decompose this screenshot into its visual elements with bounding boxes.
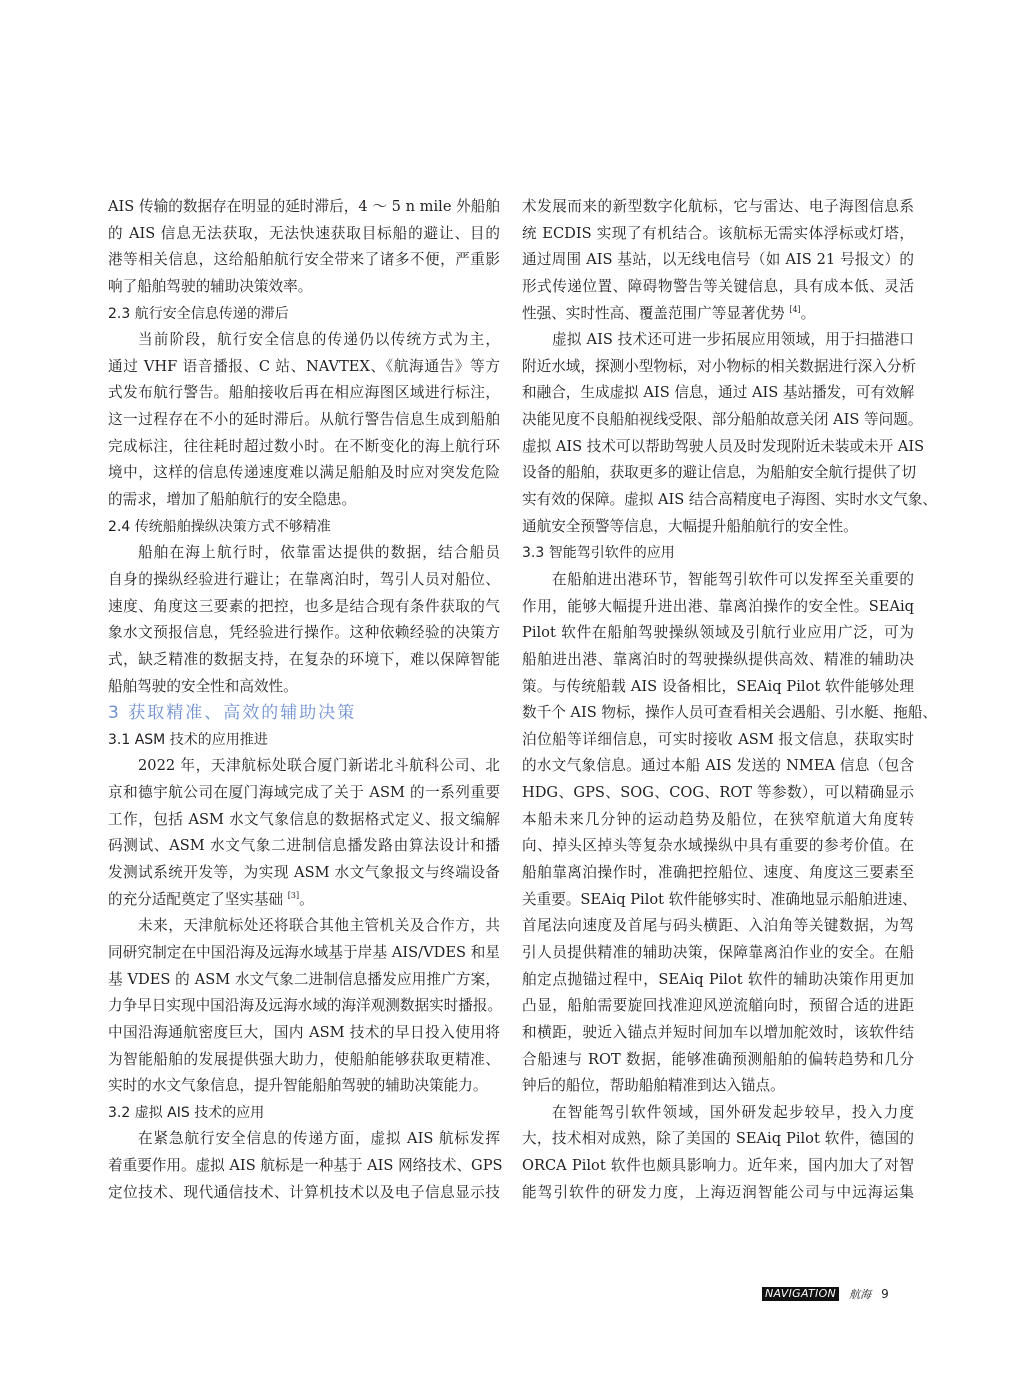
text-line: [108, 380, 500, 407]
line-text: 基 VDES 的 ASM 水文气象二进制信息播发应用推广方案，: [108, 970, 500, 988]
line-text: ORCA Pilot 软件也颇具影响力。近年来，国内加大了对智: [522, 1157, 914, 1175]
line-tail: 。: [299, 890, 314, 908]
line-text: 同研究制定在中国沿海及远海水域基于岸基 AIS/VDES 和星: [108, 943, 500, 961]
line-text: 在船舶进出港环节，智能驾引软件可以发挥至关重要的: [552, 570, 914, 588]
text-line: [522, 434, 925, 461]
line-text: 2022 年，天津航标处联合厦门新诺北斗航科公司、北: [138, 757, 500, 775]
text-line: [522, 247, 914, 274]
line-text: 船舶靠离泊操作时，准确把控船位、速度、角度这三要素至: [522, 864, 914, 882]
line-text: 2.3 航行安全信息传递的滞后: [108, 305, 289, 322]
line-text: 中国沿海通航密度巨大，国内 ASM 技术的早日投入使用将: [108, 1023, 500, 1041]
text-line: [522, 380, 914, 407]
line-text: 式，缺乏精准的数据支持，在复杂的环境下，难以保障智能: [108, 650, 500, 668]
line-text: 当前阶段，航行安全信息的传递仍以传统方式为主，: [138, 331, 500, 349]
text-line: [522, 514, 914, 541]
text-line: [108, 1180, 500, 1207]
text-line: [522, 1180, 914, 1207]
line-text: 港等相关信息，这给船舶航行安全带来了诸多不便，严重影: [108, 251, 500, 269]
line-text: 虚拟 AIS 技术可以帮助驾驶人员及时发现附近未装或未开 AIS: [522, 437, 925, 455]
citation-ref: [3]: [287, 890, 300, 900]
line-text: 力争早日实现中国沿海及远海水域的海洋观测数据实时播报。: [108, 997, 503, 1015]
text-line: [522, 354, 917, 381]
line-text: 形式传递位置、障碍物警告等关键信息，具有成本低、灵活: [522, 277, 914, 295]
text-line: [108, 247, 500, 274]
text-line: [108, 1153, 503, 1180]
line-text: 和融合，生成虚拟 AIS 信息，通过 AIS 基站播发，可有效解: [522, 384, 915, 402]
text-line: [108, 407, 500, 434]
text-line: [108, 274, 500, 301]
line-text: 通过 VHF 语音播报、C 站、NAVTEX、《航海通告》等方: [108, 357, 500, 375]
text-line: [522, 913, 914, 940]
line-text: 象水文预报信息，凭经验进行操作。这种依赖经验的决策方: [108, 624, 500, 642]
line-text: 作用，能够大幅提升进出港、靠离泊操作的安全性。SEAiq: [522, 597, 914, 615]
text-line: [522, 594, 914, 621]
line-text: 统 ECDIS 实现了有机结合。该航标无需实体浮标或灯塔，: [522, 224, 914, 242]
text-line: [108, 647, 500, 674]
subsection-heading: [522, 540, 914, 567]
line-text: 船舶在海上航行时，依靠雷达提供的数据，结合船员: [138, 544, 500, 562]
line-text: 实有效的保障。虚拟 AIS 结合高精度电子海图、实时水文气象、: [522, 491, 938, 509]
left-column: [108, 194, 503, 1206]
line-text: 3.2 虚拟 AIS 技术的应用: [108, 1104, 265, 1121]
line-text: 通过周围 AIS 基站，以无线电信号（如 AIS 21 号报文）的: [522, 251, 914, 269]
line-text: 在智能驾引软件领域，国外研发起步较早，投入力度: [552, 1103, 914, 1121]
text-line: [108, 194, 500, 221]
text-line: [522, 647, 914, 674]
text-line: [108, 327, 500, 354]
text-line: [108, 1020, 500, 1047]
line-text: 京和德宇航公司在厦门海域完成了关于 ASM 的一系列重要: [108, 784, 500, 802]
line-text: 首尾法向速度及首尾与码头横距、入泊角等关键数据，为驾: [522, 917, 914, 935]
line-text: 舶定点抛锚过程中，SEAiq Pilot 软件的辅助决策作用更加: [522, 970, 914, 988]
line-text: 虚拟 AIS 技术还可进一步拓展应用领域，用于扫描港口: [552, 331, 914, 349]
text-line: [522, 967, 914, 994]
text-line: [108, 993, 503, 1020]
line-text: Pilot 软件在船舶驾驶操纵领域及引航行业应用广泛，可为: [522, 624, 914, 642]
text-line: [108, 674, 500, 701]
line-text: 大，技术相对成熟，除了美国的 SEAiq Pilot 软件，德国的: [522, 1130, 914, 1148]
line-text: 境中，这样的信息传递速度难以满足船舶及时应对突发危险: [108, 464, 500, 482]
text-line: [108, 540, 500, 567]
line-text: 工作，包括 ASM 水文气象信息的数据格式定义、报文编解: [108, 810, 500, 828]
line-text: 发测试系统开发等，为实现 ASM 水文气象报文与终端设备: [108, 864, 500, 882]
text-line: [522, 674, 914, 701]
line-text: 船舶驾驶的安全性和高效性。: [108, 677, 298, 695]
line-text: 设备的船舶，获取更多的避让信息，为船舶安全航行提供了切: [522, 464, 917, 482]
subsection-heading: [108, 301, 500, 328]
line-text: 响了船舶驾驶的辅助决策效率。: [108, 277, 313, 295]
text-line: [108, 354, 500, 381]
line-text: 的充分适配奠定了坚实基础: [108, 890, 288, 908]
text-line: [108, 1047, 500, 1074]
text-line: [522, 221, 914, 248]
line-text: 通航安全预警等信息，大幅提升船舶航行的安全性。: [522, 517, 858, 535]
subsection-heading: [108, 1100, 500, 1127]
text-line: [108, 887, 500, 914]
line-text: 策。与传统船载 AIS 设备相比，SEAiq Pilot 软件能够处理: [522, 677, 914, 695]
line-text: 的 AIS 信息无法获取，无法快速获取目标船的避让、目的: [108, 224, 500, 242]
text-line: [522, 407, 923, 434]
text-line: [522, 807, 914, 834]
text-line: [522, 194, 914, 221]
subsection-heading: [108, 727, 500, 754]
text-line: [108, 594, 500, 621]
line-text: HDG、GPS、SOG、COG、ROT 等参数），可以精确显示: [522, 784, 914, 802]
journal-name: 航海: [849, 1288, 872, 1301]
text-line: [522, 833, 914, 860]
line-text: 这一过程存在不小的延时滞后。从航行警告信息生成到船舶: [108, 411, 500, 429]
citation-ref: [4]: [789, 304, 801, 314]
page-footer: [762, 1286, 889, 1302]
text-line: [522, 860, 914, 887]
text-line: [108, 833, 500, 860]
line-text: 完成标注，往往耗时超过数小时。在不断变化的海上航行环: [108, 437, 500, 455]
text-line: [522, 327, 914, 354]
text-line: [522, 753, 914, 780]
line-text: 着重要作用。虚拟 AIS 航标是一种基于 AIS 网络技术、GPS: [108, 1157, 503, 1175]
section-heading: [108, 700, 500, 727]
right-column: [522, 194, 938, 1206]
text-line: [108, 967, 500, 994]
text-line: [522, 727, 914, 754]
text-line: [108, 434, 500, 461]
text-line: [522, 1100, 914, 1127]
line-text: 3 获取精准、高效的辅助决策: [108, 703, 357, 724]
line-text: 3.1 ASM 技术的应用推进: [108, 731, 268, 748]
line-text: 术发展而来的新型数字化航标，它与雷达、电子海图信息系: [522, 198, 914, 215]
text-line: [108, 860, 500, 887]
line-text: 数千个 AIS 物标，操作人员可查看相关会遇船、引水艇、拖船、: [522, 704, 938, 722]
line-text: 式发布航行警告。船舶接收后再在相应海图区域进行标注，: [108, 384, 500, 402]
text-line: [108, 487, 500, 514]
text-line: [522, 301, 914, 328]
text-line: [522, 487, 938, 514]
line-text: 的需求，增加了船舶航行的安全隐患。: [108, 491, 357, 509]
line-text: 泊位船等详细信息，可实时接收 ASM 报文信息，获取实时: [522, 730, 914, 748]
text-line: [522, 620, 914, 647]
text-line: [108, 460, 500, 487]
text-line: [522, 993, 914, 1020]
text-line: [108, 940, 500, 967]
line-text: 码测试、ASM 水文气象二进制信息播发路由算法设计和播: [108, 837, 500, 855]
line-text: 引人员提供精准的辅助决策，保障靠离泊作业的安全。在船: [522, 943, 914, 961]
text-line: [108, 567, 500, 594]
line-text: 为智能船舶的发展提供强大助力，使船舶能够获取更精准、: [108, 1050, 500, 1068]
text-line: [108, 1073, 500, 1100]
text-line: [522, 274, 914, 301]
line-text: 实时的水文气象信息，提升智能船舶驾驶的辅助决策能力。: [108, 1077, 488, 1095]
page-number: 9: [881, 1287, 889, 1301]
text-line: [522, 567, 914, 594]
text-line: [108, 1126, 500, 1153]
line-text: 的水文气象信息。通过本船 AIS 发送的 NMEA 信息（包含: [522, 757, 914, 775]
line-text: 决能见度不良船舶视线受限、部分船舶故意关闭 AIS 等问题。: [522, 411, 923, 429]
text-line: [522, 780, 914, 807]
line-text: 附近水域，探测小型物标，对小物标的相关数据进行深入分析: [522, 357, 917, 375]
line-tail: 。: [800, 304, 816, 322]
text-line: [522, 1047, 914, 1074]
line-text: 合船速与 ROT 数据，能够准确预测船舶的偏转趋势和几分: [522, 1050, 914, 1068]
text-line: [108, 221, 500, 248]
line-text: 未来，天津航标处还将联合其他主管机关及合作方，共: [138, 917, 500, 935]
line-text: 关重要。SEAiq Pilot 软件能够实时、准确地显示船舶进速、: [522, 890, 917, 908]
line-text: 2.4 传统船舶操纵决策方式不够精准: [108, 518, 331, 535]
text-line: [108, 913, 500, 940]
line-text: 凸显，船舶需要旋回找准迎风逆流艏向时，预留合适的进距: [522, 997, 914, 1015]
text-line: [522, 1153, 914, 1180]
line-text: AIS 传输的数据存在明显的延时滞后，4 ～ 5 n mile 外船舶: [108, 198, 500, 215]
line-text: 3.3 智能驾引软件的应用: [522, 545, 675, 562]
line-text: 速度、角度这三要素的把控，也多是结合现有条件获取的气: [108, 597, 500, 615]
text-line: [522, 460, 917, 487]
subsection-heading: [108, 514, 500, 541]
line-text: 船舶进出港、靠离泊时的驾驶操纵提供高效、精准的辅助决: [522, 650, 914, 668]
line-text: 自身的操纵经验进行避让；在靠离泊时，驾引人员对船位、: [108, 570, 500, 588]
text-line: [522, 1073, 914, 1100]
text-line: [522, 700, 938, 727]
text-line: [522, 1020, 914, 1047]
text-line: [108, 807, 500, 834]
line-text: 本船未来几分钟的运动趋势及船位，在狭窄航道大角度转: [522, 810, 914, 828]
line-text: 能驾引软件的研发力度，上海迈润智能公司与中远海运集: [522, 1183, 914, 1201]
text-line: [108, 780, 500, 807]
line-text: 定位技术、现代通信技术、计算机技术以及电子信息显示技: [108, 1183, 500, 1201]
text-line: [522, 940, 914, 967]
line-text: 性强、实时性高、覆盖范围广等显著优势: [522, 304, 790, 322]
line-text: 向、掉头区掉头等复杂水域操纵中具有重要的参考价值。在: [522, 837, 914, 855]
text-line: [522, 887, 917, 914]
line-text: 在紧急航行安全信息的传递方面，虚拟 AIS 航标发挥: [138, 1130, 500, 1148]
text-line: [522, 1126, 914, 1153]
text-line: [108, 753, 500, 780]
line-text: 钟后的船位，帮助船舶精准到达入锚点。: [522, 1077, 785, 1095]
text-line: [108, 620, 500, 647]
line-text: 和横距，驶近入锚点并短时间加车以增加舵效时，该软件结: [522, 1023, 914, 1041]
journal-brand-logo: NAVIGATION: [762, 1287, 839, 1301]
